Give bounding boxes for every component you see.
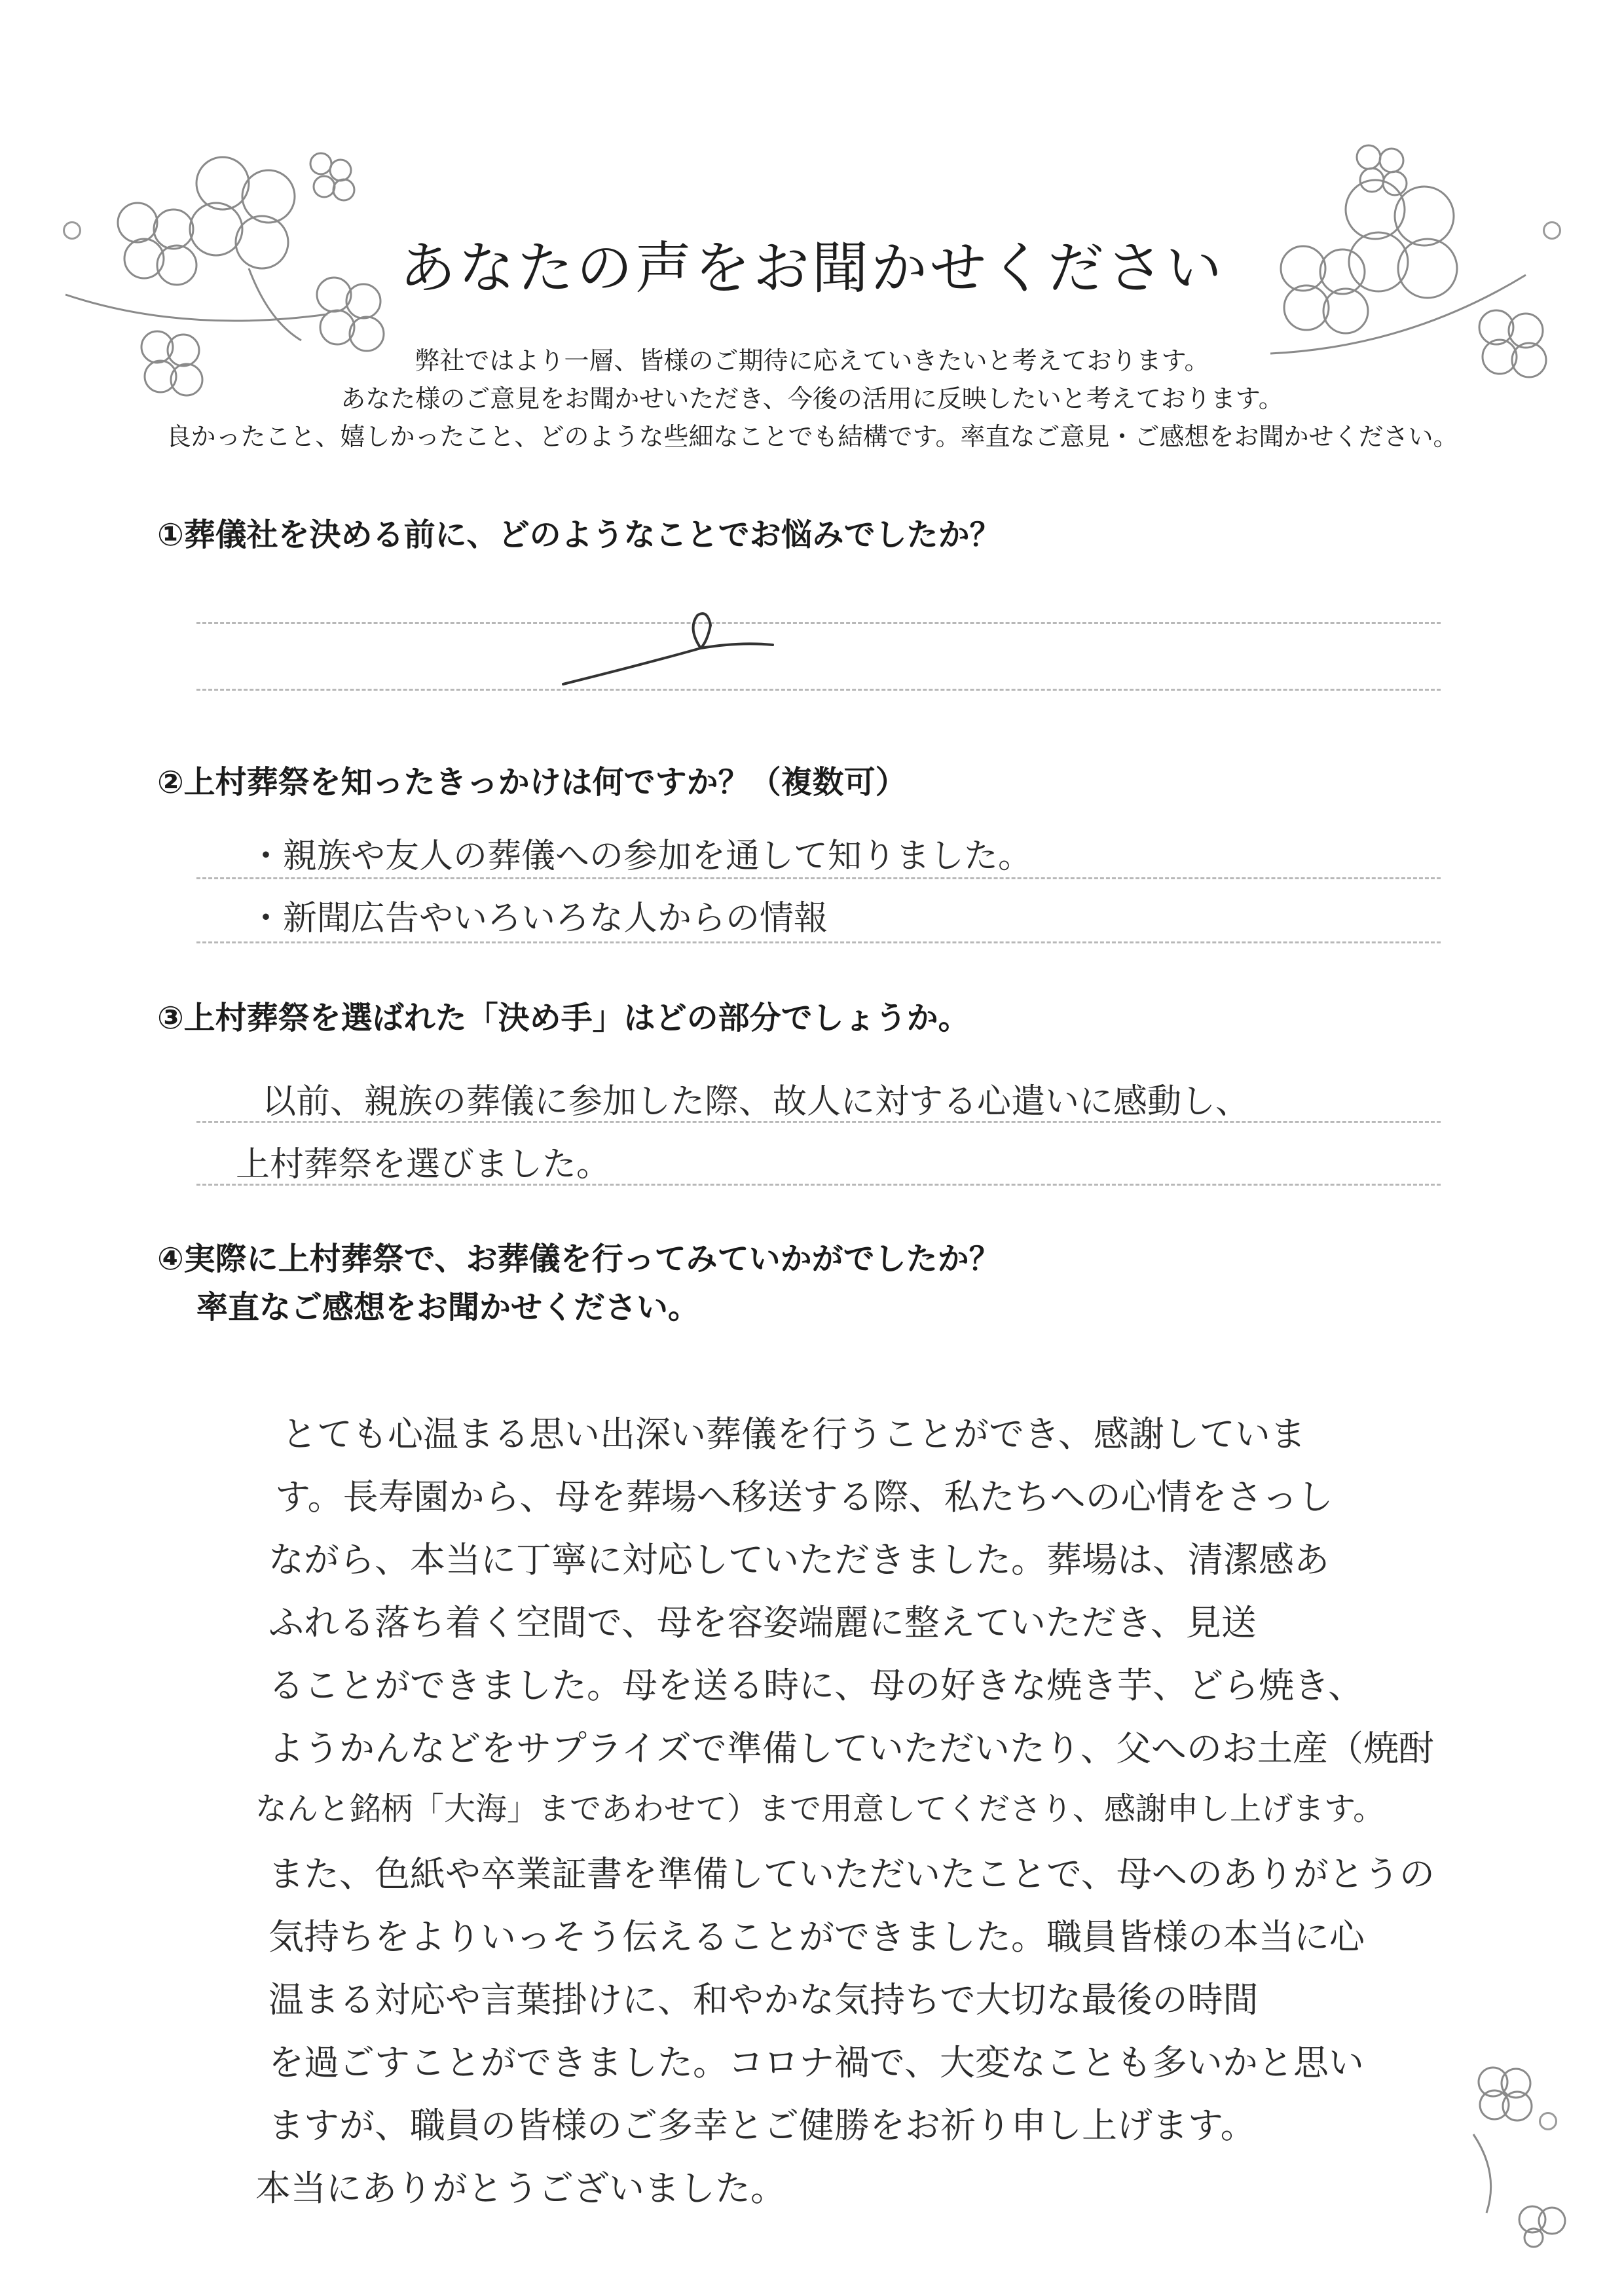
answer-4-line: 気持ちをよりいっそう伝えることができました。職員皆様の本当に心 bbox=[268, 1916, 1365, 1958]
answer-4-line: ますが、職員の皆様のご多幸とご健勝をお祈り申し上げます。 bbox=[268, 2105, 1256, 2146]
question-2-label: ②上村葬祭を知ったきっかけは何ですか？（複数可） bbox=[157, 764, 907, 801]
answer-4-line: を過ごすことができました。コロナ禍で、大変なことも多いかと思い bbox=[268, 2042, 1364, 2083]
answer-4-line: また、色紙や卒業証書を準備していただいたことで、母へのありがとうの bbox=[268, 1853, 1435, 1895]
answer-line bbox=[196, 877, 1441, 879]
answer-3-line: 以前、親族の葬儀に参加した際、故人に対する心遣いに感動し、 bbox=[262, 1082, 1250, 1121]
intro-line: あなた様のご意見をお聞かせいただき、今後の活用に反映したいと考えております。 bbox=[341, 384, 1283, 413]
question-1-label: ①葬儀社を決める前に、どのようなことでお悩みでしたか？ bbox=[157, 517, 1001, 553]
answer-4-line: 温まる対応や言葉掛けに、和やかな気持ちで大切な最後の時間 bbox=[268, 1979, 1259, 2020]
answer-2-line: ・親族や友人の葬儀への参加を通して知りました。 bbox=[249, 837, 1033, 876]
page-title: あなたの声をお聞かせください bbox=[399, 236, 1225, 301]
question-3-label: ③上村葬祭を選ばれた「決め手」はどの部分でしょうか。 bbox=[157, 1000, 970, 1036]
question-4-sublabel: 率直なご感想をお聞かせください。 bbox=[196, 1289, 700, 1326]
answer-4-line: ながら、本当に丁寧に対応していただきました。葬場は、清潔感あ bbox=[268, 1539, 1329, 1580]
answer-line bbox=[196, 622, 1441, 624]
intro-line: 弊社ではより一層、皆様のご期待に応えていきたいと考えております。 bbox=[415, 346, 1209, 375]
answer-4-line: す。長寿園から、母を葬場へ移送する際、私たちへの心情をさっし bbox=[275, 1476, 1333, 1518]
answer-4-line: ることができました。母を送る時に、母の好きな焼き芋、どら焼き、 bbox=[268, 1665, 1363, 1706]
answer-line bbox=[196, 1184, 1441, 1186]
answer-3-line: 上村葬祭を選びました。 bbox=[236, 1145, 611, 1184]
answer-line bbox=[196, 941, 1441, 943]
answer-4-line: ふれる落ち着く空間で、母を容姿端麗に整えていただき、見送 bbox=[268, 1602, 1257, 1643]
intro-line: 良かったこと、嬉しかったこと、どのような些細なことでも結構です。率直なご意見・ご感想をお聞かせください。 bbox=[166, 422, 1458, 451]
answer-4-line: 本当にありがとうございました。 bbox=[255, 2168, 786, 2209]
answer-2-line: ・新聞広告やいろいろな人からの情報 bbox=[249, 899, 828, 938]
answer-4-line: ようかんなどをサプライズで準備していただいたり、父へのお土産（焼酎 bbox=[268, 1728, 1434, 1769]
answer-4-line: とても心温まる思い出深い葬儀を行うことができ、感謝していま bbox=[282, 1413, 1306, 1455]
answer-4-line: なんと銘柄「大海」まであわせて）まで用意してくださり、感謝申し上げます。 bbox=[255, 1791, 1385, 1827]
question-4-label: ④実際に上村葬祭で、お葬儀を行ってみていかがでしたか？ bbox=[157, 1241, 1001, 1277]
clover-decoration-bottom-right-icon bbox=[1434, 2043, 1604, 2252]
decorative-dot-icon bbox=[1539, 2112, 1557, 2130]
intro-text bbox=[0, 342, 1624, 456]
answer-line bbox=[196, 689, 1441, 691]
answer-line bbox=[196, 1121, 1441, 1123]
handwritten-scribble-icon bbox=[550, 602, 786, 694]
